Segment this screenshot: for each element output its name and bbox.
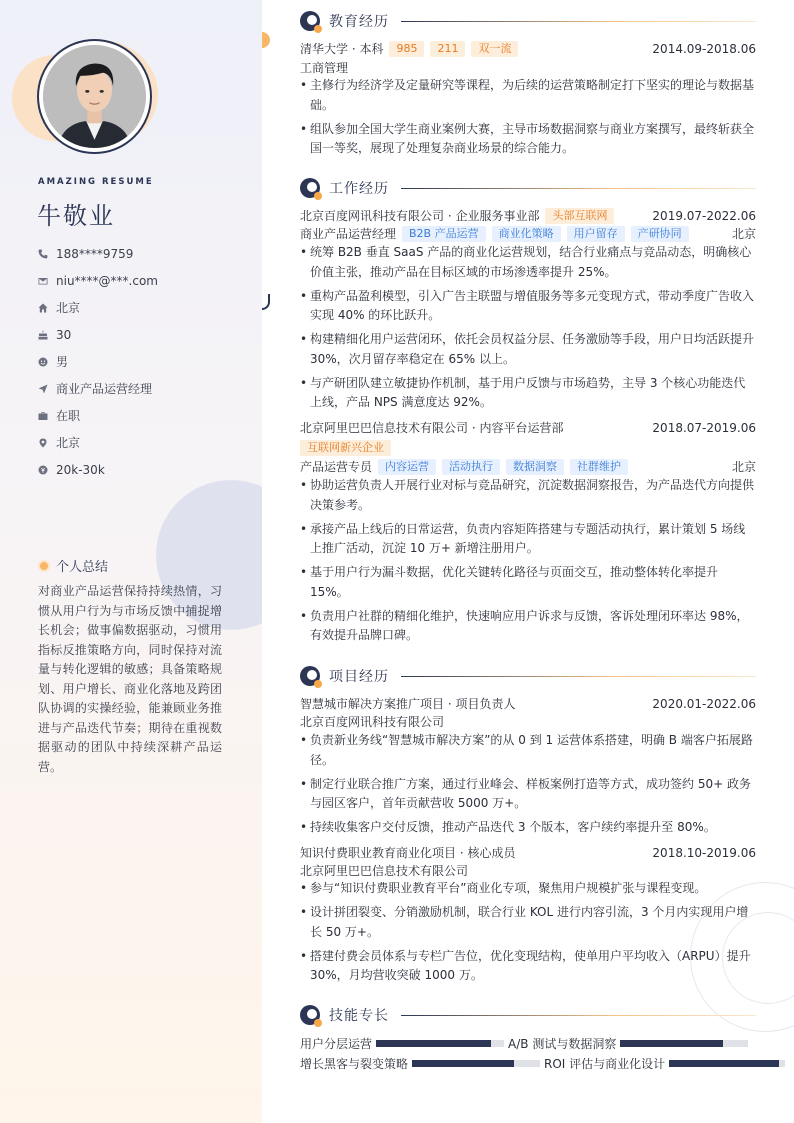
skills-row [300, 1054, 756, 1072]
candidate-name: 牛敬业 [37, 202, 115, 230]
list-item: • 构建精细化用户运营闭环，依托会员权益分层、任务激励等手段，用户日均活跃提升 30%，次月留存率稳定在 65% 以上。 [300, 330, 756, 369]
skill-level-bar [376, 1040, 504, 1047]
salary-icon [38, 464, 56, 476]
summary-text: 对商业产品运营保持持续热情，习惯从用户行为与市场反馈中捕捉增长机会；做事偏数据驱动，习惯用指标反推策略方向，同时保持对流量与转化逻辑的敏感；具备策略规划、用户增长、商业化落地及跨团队协调的实操经验，能兼顾业务推进与产品迭代节奏；期待在重视数据驱动的团队中持续深耕产品运营。 [38, 584, 222, 774]
email-icon [38, 275, 56, 287]
role-tag: 商业化策略 [492, 226, 561, 242]
info-text: niu****@***.com [56, 273, 158, 288]
list-item: • 持续收集客户交付反馈，推动产品迭代 3 个版本，客户续约率提升至 80%。 [300, 818, 756, 838]
skills-list [300, 1034, 756, 1074]
job-city: 北京 [731, 460, 756, 474]
skills-section-header [300, 1005, 756, 1025]
skill-level-bar [412, 1060, 540, 1067]
phone-icon [38, 248, 56, 260]
job-bullets [300, 476, 756, 650]
list-item: • 重构产品盈利模型，引入广告主联盟与增值服务等多元变现方式，带动季度广告收入实现 40% 的环比跃升。 [300, 287, 756, 326]
send-icon [38, 383, 56, 395]
section-title: 教育经历 [329, 14, 389, 30]
job-city: 北京 [731, 227, 756, 241]
project-org-row [300, 713, 756, 730]
list-item: • 设计拼团裂变、分销激励机制，联合行业 KOL 进行内容引流，3 个月内实现用户增长 50 万+。 [300, 903, 756, 942]
avatar-frame [37, 39, 152, 154]
list-item: • 组队参加全国大学生商业案例大赛，主导市场数据洞察与商业方案撰写，最终斩获全国一等奖，展现了处理复杂商业场景的综合能力。 [300, 120, 756, 159]
education-tag: 双一流 [471, 41, 518, 57]
decor-arc [262, 294, 270, 310]
project-org: 北京百度网讯科技有限公司 [300, 715, 445, 729]
role-tag: B2B 产品运营 [402, 226, 486, 242]
project-name: 知识付费职业教育商业化项目 · 核心成员 [300, 846, 516, 860]
education-major: 工商管理 [300, 61, 349, 75]
job-date: 2019.07-2022.06 [652, 208, 756, 223]
location-icon [38, 437, 56, 449]
resume-tagline: AMAZING RESUME [38, 177, 154, 187]
company-name: 北京阿里巴巴信息技术有限公司 · 内容平台运营部 [300, 421, 564, 435]
list-item: • 负责新业务线“智慧城市解决方案”的从 0 到 1 运营体系搭建，明确 B 端客户拓展路径。 [300, 731, 756, 770]
info-text: 北京 [56, 301, 81, 315]
info-text: 30 [56, 327, 72, 342]
gender-icon [38, 356, 56, 368]
project-bullets [300, 731, 756, 842]
project-date: 2018.10-2019.06 [652, 845, 756, 860]
list-item: • 统筹 B2B 垂直 SaaS 产品的商业化运营规划，结合行业痛点与竞品动态，明确核心价值主张，推动产品在目标区域的市场渗透率提升 25%。 [300, 243, 756, 282]
section-title: 项目经历 [329, 669, 389, 685]
info-text: 男 [56, 355, 69, 369]
list-item: • 基于用户行为漏斗数据，优化关键转化路径与页面交互，推动整体转化率提升 15%。 [300, 563, 756, 602]
section-title: 工作经历 [329, 181, 389, 197]
project-date: 2020.01-2022.06 [652, 696, 756, 711]
company-tag: 互联网新兴企业 [300, 440, 391, 456]
profile-photo [43, 45, 146, 148]
info-text: 在职 [56, 409, 81, 423]
info-email [38, 267, 158, 294]
education-tag: 211 [430, 41, 465, 57]
role-tag: 内容运营 [378, 459, 436, 475]
info-gender [38, 348, 158, 375]
skill-name: 增长黑客与裂变策略 [300, 1056, 409, 1071]
section-divider [401, 188, 756, 189]
company-tag: 头部互联网 [545, 208, 614, 224]
projects-section-header [300, 666, 756, 686]
info-status [38, 402, 158, 429]
list-item: • 与产研团队建立敏捷协作机制，基于用户反馈与市场趋势，主导 3 个核心功能迭代上线，产品 NPS 满意度达 92%。 [300, 374, 756, 413]
job-role: 产品运营专员 [300, 460, 373, 474]
info-salary [38, 456, 158, 483]
info-text: 20k-30k [56, 462, 105, 477]
skill-item [300, 1055, 544, 1072]
section-icon [300, 11, 320, 31]
summary-heading [38, 556, 108, 575]
briefcase-icon [38, 410, 56, 422]
sidebar [0, 0, 262, 1123]
school-name: 清华大学 · 本科 [300, 42, 384, 56]
info-text: 北京 [56, 436, 81, 450]
skills-row [300, 1034, 756, 1052]
list-item: • 协助运营负责人开展行业对标与竞品研究，沉淀数据洞察报告，为产品迭代方向提供决策参考。 [300, 476, 756, 515]
project-header [300, 695, 756, 712]
education-major-row [300, 59, 756, 76]
job-bullets [300, 243, 756, 417]
skill-item [508, 1035, 748, 1052]
skill-level-bar [669, 1060, 785, 1067]
skill-name: ROI 评估与商业化设计 [544, 1056, 666, 1071]
list-item: • 负责用户社群的精细化维护，快速响应用户诉求与反馈，客诉处理闭环率达 98%，有效提升品牌口碑。 [300, 607, 756, 646]
home-icon [38, 302, 56, 314]
skill-level-bar [620, 1040, 748, 1047]
company-name: 北京百度网讯科技有限公司 · 企业服务事业部 [300, 209, 540, 223]
education-bullets [300, 76, 756, 163]
info-phone [38, 240, 158, 267]
role-tag: 用户留存 [567, 226, 625, 242]
info-age [38, 321, 158, 348]
list-item: • 主修行为经济学及定量研究等课程，为后续的运营策略制定打下坚实的理论与数据基础。 [300, 76, 756, 115]
education-section-header [300, 11, 756, 31]
project-name: 智慧城市解决方案推广项目 · 项目负责人 [300, 697, 516, 711]
info-text: 商业产品运营经理 [56, 382, 153, 396]
job-header [300, 207, 756, 224]
education-tag: 985 [389, 41, 424, 57]
job-role-row [300, 458, 756, 475]
avatar [43, 45, 146, 148]
work-section-header [300, 178, 756, 198]
info-text: 188****9759 [56, 246, 134, 261]
section-divider [401, 1015, 756, 1016]
skill-name: A/B 测试与数据洞察 [508, 1036, 617, 1051]
role-tag: 活动执行 [442, 459, 500, 475]
summary-title: 个人总结 [56, 560, 109, 575]
list-item: • 承接产品上线后的日常运营，负责内容矩阵搭建与专题活动执行，累计策划 5 场线上推广活动，沉淀 10 万+ 新增注册用户。 [300, 520, 756, 559]
project-org: 北京阿里巴巴信息技术有限公司 [300, 864, 469, 878]
section-icon [300, 178, 320, 198]
project-org-row [300, 862, 756, 879]
role-tag: 社群维护 [570, 459, 628, 475]
skill-name: 用户分层运营 [300, 1036, 373, 1051]
summary-dot-icon [38, 560, 50, 572]
contact-info-list [38, 240, 158, 483]
job-role-row [300, 225, 756, 242]
education-date: 2014.09-2018.06 [652, 41, 756, 56]
job-date: 2018.07-2019.06 [652, 420, 756, 435]
company-tag-row [300, 440, 756, 456]
role-tag: 产研协同 [631, 226, 689, 242]
job-header [300, 419, 756, 436]
info-home [38, 294, 158, 321]
info-position [38, 375, 158, 402]
section-title: 技能专长 [329, 1008, 389, 1024]
decor-tab [262, 32, 270, 48]
section-icon [300, 1005, 320, 1025]
job-role: 商业产品运营经理 [300, 227, 397, 241]
section-divider [401, 676, 756, 677]
skill-item [544, 1055, 785, 1072]
project-bullets [300, 879, 756, 990]
list-item: • 参与“知识付费职业教育平台”商业化专项，聚焦用户规模扩张与课程变现。 [300, 879, 756, 899]
section-divider [401, 21, 756, 22]
role-tag: 数据洞察 [506, 459, 564, 475]
project-header [300, 844, 756, 861]
section-icon [300, 666, 320, 686]
list-item: • 制定行业联合推广方案，通过行业峰会、样板案例打造等方式，成功签约 50+ 政务与园区客户，首年贡献营收 5000 万+。 [300, 775, 756, 814]
cake-icon [38, 329, 56, 341]
list-item: • 搭建付费会员体系与专栏广告位，优化变现结构，使单用户平均收入（ARPU）提升 30%，月均营收突破 1000 万。 [300, 947, 756, 986]
education-header [300, 40, 756, 57]
info-city [38, 429, 158, 456]
skill-item [300, 1035, 508, 1052]
